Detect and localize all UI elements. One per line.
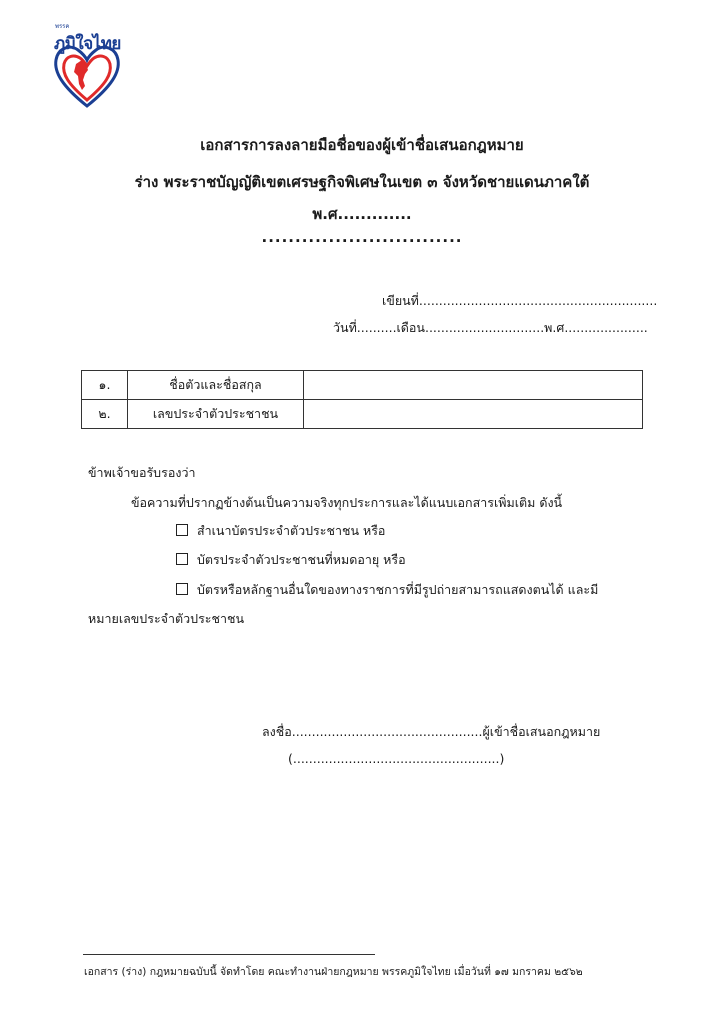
row-label: เลขประจำตัวประชาชน [128,400,304,429]
table-row [82,371,643,400]
footnote-divider [83,954,375,955]
checkbox[interactable] [176,553,188,565]
checkbox[interactable] [176,583,188,595]
full-name-input[interactable] [304,371,643,400]
checkbox[interactable] [176,524,188,536]
blank-title-line: .............................. [261,228,463,246]
logo-small-text: พรรค [55,23,70,30]
table-row [82,400,643,429]
written-at-field[interactable]: เขียนที่............................................................ [382,293,658,308]
row-label: ชื่อตัวและชื่อสกุล [128,371,304,400]
signature-name-line[interactable]: (....................................................) [288,751,505,766]
footnote: เอกสาร (ร่าง) กฎหมายฉบับนี้ จัดทำโดย คณะทำงานฝ่ายกฎหมาย พรรคภูมิใจไทย เมื่อวันที่ ๑๗ มกราคม ๒๕๖๒ [84,966,583,978]
option-label: สำเนาบัตรประจำตัวประชาชน หรือ [197,523,386,538]
year-line: พ.ศ............. [312,205,412,223]
option-other-document[interactable] [176,580,598,600]
certification-intro: ข้าพเจ้าขอรับรองว่า [88,465,196,480]
id-number-input[interactable] [304,400,643,429]
document-title: เอกสารการลงลายมือชื่อของผู้เข้าชื่อเสนอกฎหมาย [200,136,524,154]
option-expired-id[interactable] [176,550,406,570]
certification-statement: ข้อความที่ปรากฏข้างต้นเป็นความจริงทุกประการและได้แนบเอกสารเพิ่มเติม ดังนี้ [131,495,563,510]
option-id-copy[interactable] [176,521,385,541]
option-label: บัตรประจำตัวประชาชนที่หมดอายุ หรือ [197,552,406,567]
row-number: ๒. [82,400,128,429]
option-label: บัตรหรือหลักฐานอื่นใดของทางราชการที่มีรูปถ่ายสามารถแสดงตนได้ และมี [197,582,599,597]
date-field[interactable]: วันที่..........เดือน..............................พ.ศ..................... [333,320,648,335]
signature-line[interactable]: ลงชื่อ................................................ผู้เข้าชื่อเสนอกฎหมาย [262,724,601,739]
personal-info-table [81,370,643,429]
draft-act-title: ร่าง พระราชบัญญัติเขตเศรษฐกิจพิเศษในเขต ๓ จังหวัดชายแดนภาคใต้ [134,173,590,191]
option-other-continuation: หมายเลขประจำตัวประชาชน [88,611,245,626]
row-number: ๑. [82,371,128,400]
logo-text: ภูมิใจไทย [54,34,121,54]
